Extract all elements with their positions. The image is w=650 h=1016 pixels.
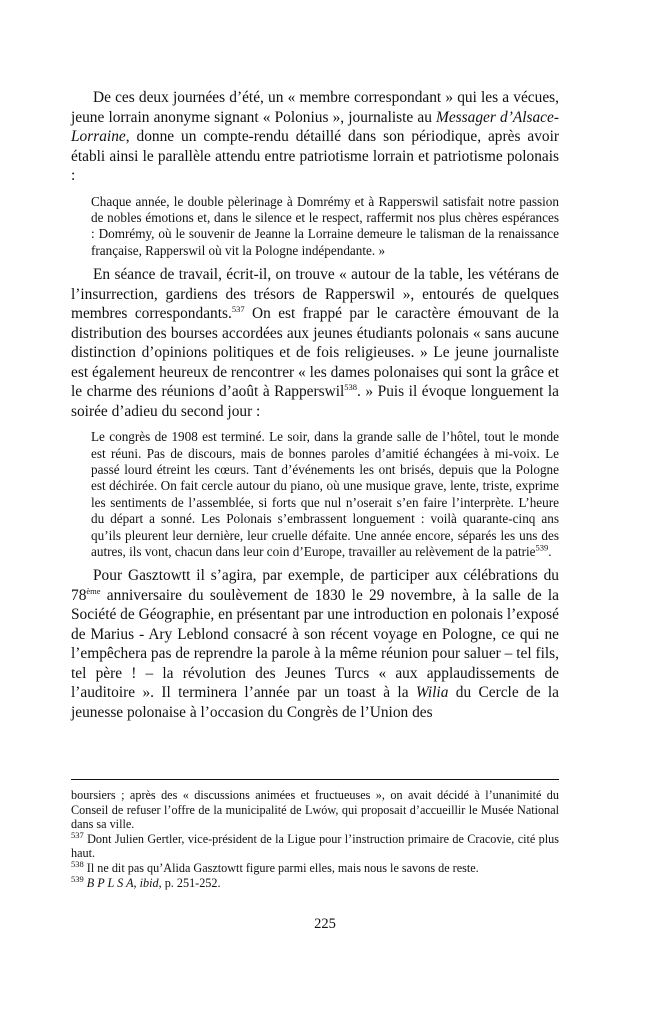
page-number: 225: [314, 916, 336, 932]
footnote-538: [71, 858, 559, 876]
footnote-537: [71, 829, 559, 861]
paragraph-2: [71, 265, 559, 421]
paragraph-text: En séance de travail, écrit-il, on trouve « autour de la table, les vétérans de l’insurrection, gardiens des trésors de Rapperswil », entourés de quelques membres correspondants.: [71, 266, 559, 323]
main-text: [71, 88, 559, 722]
footnotes: [71, 788, 559, 890]
footnote-number: 537: [71, 829, 84, 840]
footnote-text: ,: [133, 875, 140, 890]
ordinal-superscript: ème: [86, 585, 101, 596]
footnote-separator: [71, 779, 559, 780]
footnote-text: Dont Julien Gertler, vice-président de la Ligue pour l’instruction primaire de Cracovie, cité plus haut.: [71, 831, 559, 861]
paragraph-text: du Cercle de la jeunesse polonaise à l’occasion du Congrès de l’Union des: [71, 684, 559, 721]
footnote-text: Il ne dit pas qu’Alida Gasztowtt figure parmi elles, mais nous le savons de reste.: [83, 860, 479, 875]
paragraph-text: On est frappé par le caractère émouvant de la distribution des bourses accordées aux jeunes étudiants polonais « sans aucune distinction d’opinions politiques et de fois religieuses. » Le jeune journaliste est également heureux de rencontrer « les dames polonaises qui sont la grâce et le charme des réunions d’août à Rapperswil: [71, 305, 560, 401]
footnote-ref-539: 539: [535, 542, 549, 553]
footnote-number: 539: [71, 873, 84, 884]
footnote-text: , p. 251-252.: [158, 875, 221, 890]
footnote-source: B P L S A: [86, 875, 134, 890]
footnote-ibid: ibid: [139, 875, 159, 890]
paragraph-text: anniversaire du soulèvement de 1830 le 29 novembre, à la salle de la Société de Géographie, en présentant par une introduction en polonais l’exposé de Marius - Ary Leblond consacré à son récent voyage en Pologne, ce qui ne l’empêchera pas de reprendre la parole à la même réunion pour saluer – tel fils, tel père ! – la révolution des Jeunes Turcs « aux applaudissements de l’auditoire ». Il terminera l’année par un toast à la: [71, 586, 559, 702]
italic-term: Wilia: [415, 684, 449, 702]
quote-text: Le congrès de 1908 est terminé. Le soir, dans la grande salle de l’hôtel, tout le monde est réuni. Pas de discours, mais de bonnes paroles d’amitié échangées à mi-voix. Le passé lourd étreint les cœurs. Tant d’événements les ont brisés, depuis que la Pologne est déchirée. On fait cercle autour du piano, où une musique grave, lente, triste, exprime les sentiments de l’assemblée, si forts que nul n’oserait s’en faire l’interprète. L’heure du départ a sonné. Les Polonais s’embrassent longuement : voilà quarante-cinq ans qu’ils pleurent leur dernière, leur cruelle défaite. Une année encore, séparés les uns des autres, ils vont, chacun dans leur coin d’Europe, travailler au relèvement de la patrie: [91, 429, 559, 559]
footnote-ref-538: 538: [344, 382, 358, 392]
paragraph-1: [71, 88, 559, 186]
paragraph-text: , donne un compte-rendu détaillé dans son périodique, après avoir établi ainsi le parallèle attendu entre patriotisme lorrain et patriotisme polonais :: [71, 128, 559, 184]
block-quote-2: [91, 429, 559, 560]
paragraph-text: Pour Gasztowtt il s’agira, par exemple, de participer aux célébrations du 78: [71, 567, 559, 604]
paragraph-text: . » Puis il évoque longuement la soirée d’adieu du second jour :: [71, 383, 559, 420]
footnote-ref-537: 537: [231, 304, 245, 314]
footnote-number: 538: [71, 858, 84, 869]
paragraph-text: De ces deux journées d’été, un « membre correspondant » qui les a vécues, jeune lorrain anonyme signant « Polonius », journaliste au: [71, 89, 559, 126]
block-quote-1: Chaque année, le double pèlerinage à Domrémy et à Rapperswil satisfait notre passion de nobles émotions et, dans le silence et le respect, raffermit nos plus chères espérances : Domrémy, où le souvenir de Jeanne la Lorraine demeure le talisman de la renaissance française, Rapperswil où vit la Pologne indépendante. »: [91, 193, 559, 258]
newspaper-title: Messager d’Alsace-Lorraine: [71, 108, 559, 145]
footnote-continuation: boursiers ; après des « discussions animées et fructueuses », on avait décidé à l’unanimité du Conseil de refuser l’offre de la municipalité de Lwów, qui proposait d’accueillir le Musée National dans sa ville.: [71, 788, 559, 832]
footnote-539: [71, 873, 559, 891]
quote-text: .: [548, 543, 552, 559]
paragraph-3: [71, 566, 559, 722]
